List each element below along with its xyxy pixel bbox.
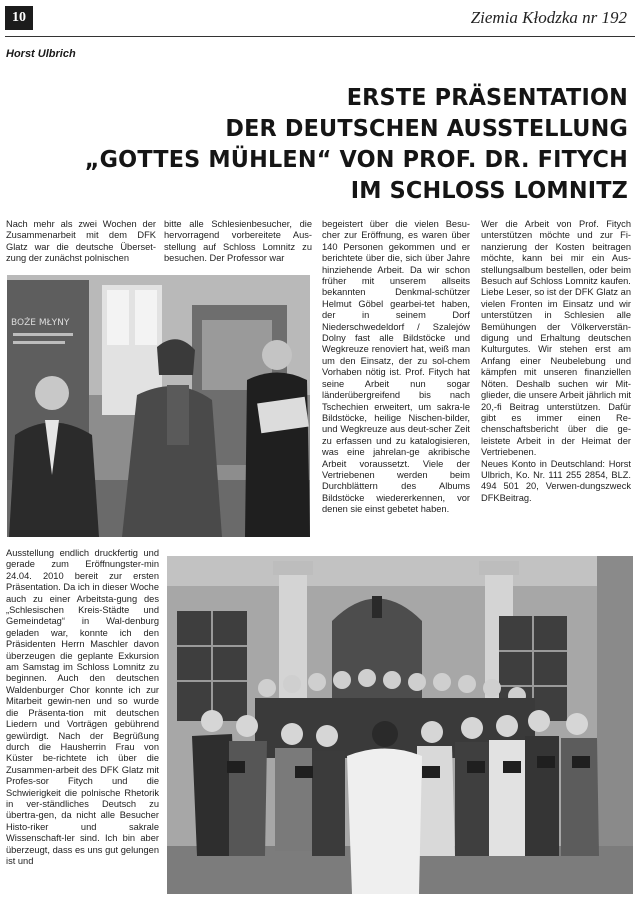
article-headline: [58, 82, 628, 206]
magazine-title: Ziemia Kłodzka nr 192: [470, 8, 627, 27]
headline-line-4: IM SCHLOSS LOMNITZ: [350, 176, 628, 204]
column-4: [481, 219, 631, 504]
column-2-top: [164, 219, 312, 265]
exhibition-photo: [7, 275, 310, 537]
column-3: [322, 219, 470, 516]
column-1-top: [6, 219, 156, 265]
choir-photo: [167, 556, 633, 894]
choir-photo-image: [167, 556, 633, 894]
headline-line-3: „GOTTES MÜHLEN“ VON PROF. DR. FITYCH: [84, 145, 628, 173]
page-number: 10: [5, 6, 33, 30]
page-header: [5, 6, 635, 32]
headline-line-2: DER DEUTSCHEN AUSSTELLUNG: [225, 114, 628, 142]
column-1-bottom: [6, 548, 159, 867]
paragraph: begeistert über die vielen Besu-cher zur Eröffnung, es waren über 140 Personen gekommen und er berichtete über die, sich über Jahre hinziehende Arbeit. Da wir schon früher mit unserem allseits bekannten Denkmal-schützer Helmut Göbel gearbei-tet haben, der in seinem Dorf Niederschwedeldorf / Szalejów Dolny fast alle Bildstöcke und Wegkreuze renoviert hat, weiß man um den Einsatz, der zu sol-chem Vorhaben nötig ist. Prof. Fitych hat seine Arbeit nun sogar länderübergreifend bis nach Tschechien erweitert, um sakra-le Bildstöcke, heilige Nischen-bilder, und Wegkreuze aus deut-scher Zeit zu erfassen und zu katalogisieren, was eine jahrelan-ge akribische Arbeit voraussetzt. Viele der Vertriebenen werden beim Durchblättern des Albums Bildstöcke wiedererkennen, vor denen sie einst gebetet haben.: [322, 219, 470, 515]
headline-line-1: ERSTE PRÄSENTATION: [346, 83, 628, 111]
exhibition-photo-image: [7, 275, 310, 537]
paragraph: Liebe Leser, so ist der DFK Glatz an vielen Fronten im Einsatz und wir unterstützen in Schlesien alle Bemühungen der Völkerverstän-digung und Erhaltung deutschen Kulturgutes. Wir stehen erst am Anfang einer Neubelebung und kämpfen mit unseren finanziellen Nöten. Deshalb suchen wir Mit-glieder, die unsere Arbeit jährlich mit 20,-fi Beitrag unterstützen. Dafür gibt es immer einen Re-chenschaftsbericht über die ge-leistete Arbeit in der Heimat der Vertriebenen.: [481, 287, 631, 458]
article-author: Horst Ulbrich: [6, 48, 76, 60]
banner-text: BOŻE MŁYNY: [11, 318, 70, 328]
paragraph: Ausstellung endlich druckfertig und gerade zum Eröffnungster-min 24.04. 2010 bereit zur ersten Präsentation. Da ich in dieser Woche auch zu einer Arbeitsta-gung des „Schlesischen Kreis-Städte und Gemeindetag“ in Wal-denburg geladen war, konnte ich den Präsidenten Herrn Maschler davon überzeugen die geplante Exkursion am Samstag im Schloss Lomnitz zu beginnen. Auch den deutschen Waldenburger Chor konnte ich zur Mitarbeit gewin-nen und so wurde die Präsenta-tion mit deutschen Liedern und Vorträgen gebührend gewürdigt. Nach der Begrüßung durch die Hausherrin Frau von Küster be-richtete ich über die Zusammen-arbeit des DFK Glatz mit Profes-sor Fitych und die Schwierigkeit die polnische Rhetorik in ver-ständliches Deutsch zu übertra-gen, da nicht alle Besucher Histo-riker und sakrale Wissenschaft-ler sind. Ich bin aber überzeugt, dass es uns gut gelungen ist und: [6, 548, 159, 866]
paragraph: Neues Konto in Deutschland: Horst Ulbrich, Ko. Nr. 111 255 2854, BLZ. 494 501 20, Verwen-dungszweck DFKBeitrag.: [481, 458, 631, 503]
header-divider: [5, 36, 635, 37]
paragraph: Nach mehr als zwei Wochen der Zusammenarbeit mit dem DFK Glatz war die deutsche Überset-zung der zunächst polnischen: [6, 219, 156, 264]
paragraph: bitte alle Schlesienbesucher, die hervorragend vorbereitete Aus-stellung auf Schloss Lomnitz zu besuchen. Der Professor war: [164, 219, 312, 264]
paragraph: Wer die Arbeit von Prof. Fitych unterstützen möchte und zur Fi-nanzierung der Kosten beitragen möchte, kann bei mir ein Aus-stellungsalbum bestellen, oder beim Besuch auf Schloss Lomnitz kaufen.: [481, 219, 631, 287]
